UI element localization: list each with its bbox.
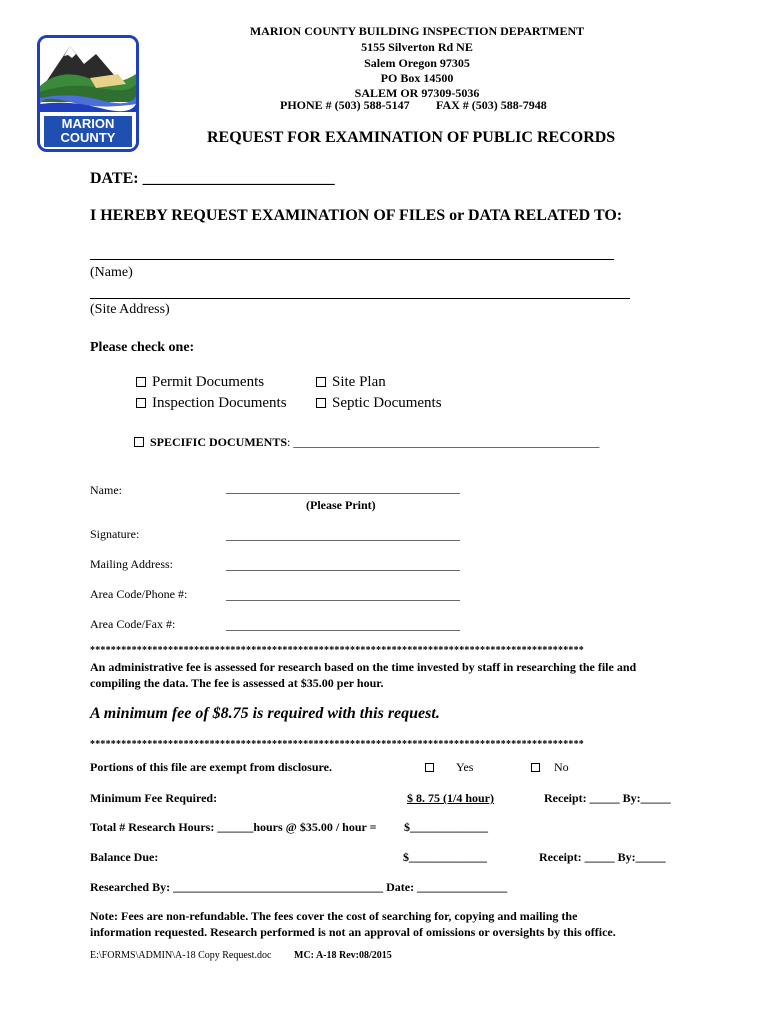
fee-text-line-1: An administrative fee is assessed for research based on the time invested by staff in researching the file and <box>90 660 637 674</box>
min-fee-value: $ 8. 75 (1/4 hour) <box>407 791 494 805</box>
balance-due-value[interactable]: $_____________ <box>403 850 487 864</box>
yes-label: Yes <box>456 760 474 774</box>
address-line-2: Salem Oregon 97305 <box>364 56 470 70</box>
form-title: REQUEST FOR EXAMINATION OF PUBLIC RECORDS <box>207 129 616 146</box>
phone-number: PHONE # (503) 588-5147 <box>280 98 410 112</box>
check-heading: Please check one: <box>90 340 195 355</box>
option-site-plan[interactable] <box>316 374 386 391</box>
note-line-1: Note: Fees are non-refundable. The fees cover the cost of searching for, copying and mailing the <box>90 909 578 923</box>
signature-line[interactable]: _______________________________________ <box>226 528 460 542</box>
no-label: No <box>554 760 569 774</box>
option-permit[interactable] <box>136 374 264 391</box>
mailing-address-line[interactable]: _______________________________________ <box>226 558 460 572</box>
fax-field-line[interactable]: _______________________________________ <box>226 618 460 632</box>
name-line[interactable] <box>90 259 614 260</box>
city-line: SALEM OR 97309-5036 <box>354 86 480 100</box>
site-address-caption: (Site Address) <box>90 302 170 317</box>
permit-label: Permit Documents <box>152 374 265 390</box>
site-plan-checkbox[interactable] <box>316 377 326 387</box>
site-plan-label: Site Plan <box>332 374 386 390</box>
department-name: MARION COUNTY BUILDING INSPECTION DEPARTMENT <box>249 24 585 38</box>
receipt-field-2[interactable]: Receipt: _____ By:_____ <box>539 850 666 864</box>
requester-name-label: Name: <box>90 483 122 497</box>
inspection-label: Inspection Documents <box>152 395 287 411</box>
option-specific[interactable] <box>134 435 599 450</box>
researched-by-field[interactable]: Researched By: ___________________________________ Date: _______________ <box>90 880 508 894</box>
fee-text-line-2: compiling the data. The fee is assessed at $35.00 per hour. <box>90 676 384 690</box>
inspection-checkbox[interactable] <box>136 398 146 408</box>
option-septic[interactable] <box>316 395 442 412</box>
specific-checkbox[interactable] <box>134 437 144 447</box>
fax-number: FAX # (503) 588-7948 <box>436 98 547 112</box>
note-line-2: information requested. Research performed is not an approval of omissions or oversights by this office. <box>90 925 616 939</box>
specific-label: SPECIFIC DOCUMENTS <box>150 435 288 449</box>
specific-line[interactable]: : ___________________________________________________ <box>287 435 600 449</box>
research-hours-value[interactable]: $_____________ <box>404 820 488 834</box>
permit-checkbox[interactable] <box>136 377 146 387</box>
fax-field-label: Area Code/Fax #: <box>90 617 176 631</box>
star-divider-1: *********************************************************************************************** <box>90 645 584 656</box>
no-checkbox[interactable] <box>531 763 540 772</box>
exempt-no-option[interactable] <box>531 760 569 775</box>
site-address-line[interactable] <box>90 298 630 299</box>
footer-file-path: E:\FORMS\ADMIN\A-18 Copy Request.doc <box>90 950 272 961</box>
exempt-yes-option[interactable] <box>425 760 473 775</box>
receipt-field-1[interactable]: Receipt: _____ By:_____ <box>544 791 671 805</box>
po-box: PO Box 14500 <box>380 71 454 85</box>
signature-label: Signature: <box>90 527 140 541</box>
requester-name-line[interactable]: _______________________________________ <box>226 481 460 495</box>
date-field[interactable]: DATE: ________________________ <box>90 170 335 187</box>
request-heading: I HEREBY REQUEST EXAMINATION OF FILES or DATA RELATED TO: <box>90 207 623 224</box>
phone-field-label: Area Code/Phone #: <box>90 587 188 601</box>
option-inspection[interactable] <box>136 395 287 412</box>
septic-checkbox[interactable] <box>316 398 326 408</box>
name-caption: (Name) <box>90 265 133 280</box>
minimum-fee-notice: A minimum fee of $8.75 is required with this request. <box>90 705 440 722</box>
logo-line-2: COUNTY <box>60 130 116 145</box>
phone-field-line[interactable]: _______________________________________ <box>226 588 460 602</box>
septic-label: Septic Documents <box>332 395 442 411</box>
min-fee-label: Minimum Fee Required: <box>90 791 218 805</box>
address-line-1: 5155 Silverton Rd NE <box>361 40 473 54</box>
exempt-label: Portions of this file are exempt from disclosure. <box>90 760 332 774</box>
research-hours-label: Total # Research Hours: ______hours @ $35.00 / hour = <box>90 820 377 834</box>
footer-form-code: MC: A-18 Rev:08/2015 <box>294 950 392 961</box>
balance-due-label: Balance Due: <box>90 850 159 864</box>
mailing-address-label: Mailing Address: <box>90 557 173 571</box>
logo-text <box>44 116 132 147</box>
yes-checkbox[interactable] <box>425 763 434 772</box>
logo-line-1: MARION <box>61 116 115 131</box>
please-print-note: (Please Print) <box>306 498 376 512</box>
star-divider-2: *********************************************************************************************** <box>90 739 584 750</box>
